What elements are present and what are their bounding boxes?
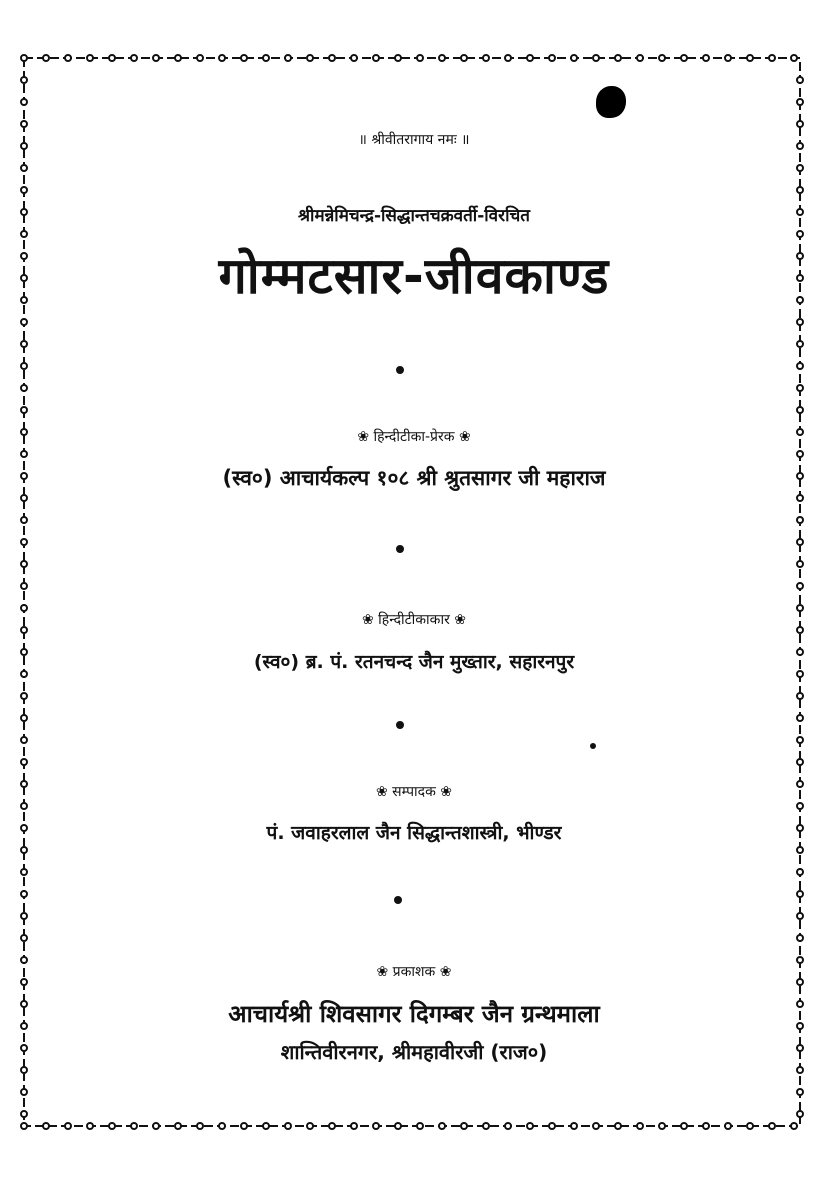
border-ring [175,55,181,61]
section-label-commentator: ❀ हिन्दीटीकाकार ❀ [362,612,466,628]
border-ring [791,55,797,61]
border-ring [21,341,27,347]
border-ring [615,55,621,61]
border-ring [593,55,599,61]
border-ring [307,1123,313,1129]
border-ring [797,121,803,127]
border-ring [153,1123,159,1129]
commentator-name: (स्व०) ब्र. पं. रतनचन्द जैन मुख्तार, सहारनपुर [253,651,575,673]
border-ring [219,1123,225,1129]
border-ring [549,55,555,61]
border-ring [797,407,803,413]
border-ring [797,759,803,765]
border-ring [21,913,27,919]
border-ring [65,55,71,61]
border-ring [797,583,803,589]
border-ring [21,539,27,545]
border-ring [797,715,803,721]
border-ring [307,55,313,61]
author-line: श्रीमन्नेमिचन्द्र-सिद्धान्तचक्रवर्ती-विरचित [298,206,530,226]
border-ring [797,539,803,545]
border-ring [747,55,753,61]
border-ring [351,1123,357,1129]
border-ring [21,1123,27,1129]
editor-name: पं. जवाहरलाल जैन सिद्धान्तशास्त्री, भीण्डर [266,822,562,844]
border-ring [21,715,27,721]
border-ring [21,385,27,391]
border-ring [797,935,803,941]
border-ring [43,55,49,61]
border-ring [571,1123,577,1129]
border-ring [285,55,291,61]
border-ring [109,1123,115,1129]
border-ring [615,1123,621,1129]
border-ring [797,1111,803,1117]
border-ring [483,55,489,61]
border-ring [87,55,93,61]
border-ring [285,1123,291,1129]
border-ring [681,55,687,61]
border-ring [21,583,27,589]
border-ring [797,319,803,325]
border-ring [797,385,803,391]
border-ring [797,99,803,105]
border-ring [703,1123,709,1129]
border-ring [725,55,731,61]
border-ring [21,693,27,699]
border-ring [637,55,643,61]
border-ring [241,55,247,61]
border-ring [461,55,467,61]
border-ring [681,1123,687,1129]
publisher-address: शान्तिवीरनगर, श्रीमहावीरजी (राज०) [280,1040,548,1064]
border-ring [417,55,423,61]
separator-dot [396,366,404,374]
border-ring [21,759,27,765]
border-ring [659,55,665,61]
invocation: ॥ श्रीवीतरागाय नमः ॥ [358,132,470,148]
border-ring [797,363,803,369]
border-ring [175,1123,181,1129]
border-ring [439,1123,445,1129]
border-ring [329,1123,335,1129]
border-ring [725,1123,731,1129]
border-ring [527,1123,533,1129]
border-ring [197,1123,203,1129]
border-ring [263,55,269,61]
border-ring [131,1123,137,1129]
border-ring [659,1123,665,1129]
border-ring [21,737,27,743]
border-ring [87,1123,93,1129]
border-ring [21,869,27,875]
border-ring [21,77,27,83]
border-ring [197,55,203,61]
border-ring [131,55,137,61]
border-ring [21,1111,27,1117]
separator-dot [396,721,404,729]
border-ring [21,1067,27,1073]
border-ring [797,913,803,919]
border-ring [791,1123,797,1129]
border-ring [797,737,803,743]
border-ring [797,165,803,171]
border-ring [637,1123,643,1129]
border-ring [373,1123,379,1129]
border-ring [219,55,225,61]
border-ring [461,1123,467,1129]
border-ring [505,55,511,61]
border-ring [769,55,775,61]
border-ring [21,847,27,853]
border-ring [747,1123,753,1129]
border-ring [351,55,357,61]
border-ring [797,1089,803,1095]
separator-dot [396,545,404,553]
separator-dot [394,896,402,904]
border-ring [21,319,27,325]
border-ring [241,1123,247,1129]
border-ring [703,55,709,61]
border-ring [21,407,27,413]
border-ring [43,1123,49,1129]
border-ring [769,1123,775,1129]
border-ring [21,99,27,105]
border-ring [797,891,803,897]
border-ring [395,1123,401,1129]
border-ring [797,847,803,853]
border-ring [797,693,803,699]
border-ring [21,165,27,171]
border-ring [21,121,27,127]
section-label-inspirer: ❀ हिन्दीटीका-प्रेरक ❀ [357,429,471,445]
border-ring [797,495,803,501]
border-ring [21,517,27,523]
border-ring [797,869,803,875]
ink-blot [596,86,626,118]
border-ring [395,55,401,61]
border-ring [797,803,803,809]
border-ring [21,1089,27,1095]
border-ring [21,363,27,369]
border-ring [153,55,159,61]
section-label-editor: ❀ सम्पादक ❀ [375,784,453,800]
border-ring [263,1123,269,1129]
border-ring [21,451,27,457]
border-ring [21,495,27,501]
stray-dot [590,743,596,749]
border-ring [797,561,803,567]
border-ring [329,55,335,61]
border-ring [549,1123,555,1129]
border-ring [797,1067,803,1073]
border-ring [21,55,27,61]
border-ring [527,55,533,61]
border-ring [21,231,27,237]
section-label-publisher: ❀ प्रकाशक ❀ [376,964,452,980]
border-ring [417,1123,423,1129]
border-ring [593,1123,599,1129]
border-ring [21,803,27,809]
border-ring [483,1123,489,1129]
border-ring [797,187,803,193]
border-ring [21,187,27,193]
inspirer-name: (स्व०) आचार्यकल्प १०८ श्री श्रुतसागर जी महाराज [222,466,606,490]
border-ring [797,341,803,347]
border-ring [797,77,803,83]
publisher-name: आचार्यश्री शिवसागर दिगम्बर जैन ग्रन्थमाला [228,1000,600,1028]
border-ring [21,935,27,941]
border-ring [797,231,803,237]
border-ring [65,1123,71,1129]
border-ring [21,561,27,567]
border-ring [21,891,27,897]
border-ring [797,517,803,523]
border-ring [439,55,445,61]
border-ring [571,55,577,61]
border-ring [797,451,803,457]
border-ring [505,1123,511,1129]
border-ring [373,55,379,61]
border-ring [109,55,115,61]
book-title: गोम्मटसार-जीवकाण्ड [218,247,610,305]
